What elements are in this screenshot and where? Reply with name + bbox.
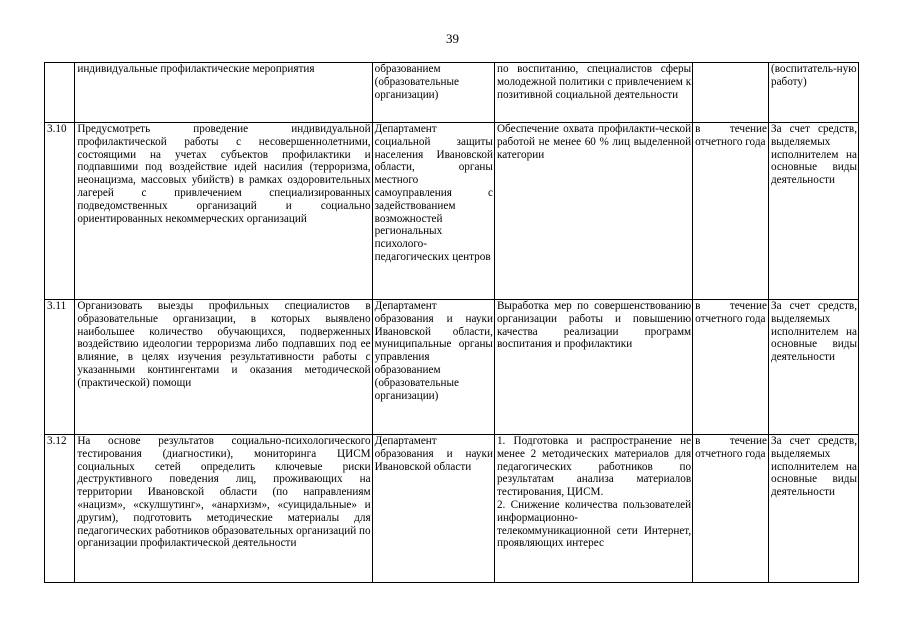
- measures-table: [44, 62, 859, 583]
- action-cell: Организовать выезды профильных специалистов в образовательные организации, в которых выявлено наибольшее количество обучающихся, подверженных воздействию идеологии терроризма либо подпавших под ее влияние, в целях изучения результативности работы с указанными контингентами и оказания методической (практической) помощи: [75, 300, 372, 435]
- action-cell: индивидуальные профилактические мероприятия: [75, 63, 372, 123]
- funding-cell: За счет средств, выделяемых исполнителем на основные виды деятельности: [768, 123, 858, 300]
- action-cell: На основе результатов социально-психологического тестирования (диагностики), мониторинга ЦИСМ социальных сетей определить ключевые риски деструктивного поведения лиц, проживающих на территории Ивановской области (по направлениям «нацизм», «скулшутинг», «анархизм», «суицидальные» и другим), подготовить методические материалы для педагогических работников образовательных организаций по организации профилактической деятельности: [75, 435, 372, 583]
- result-cell: 1. Подготовка и распространение не менее 2 методических материалов для педагогических работников по результатам анализа материалов тестирования, ЦИСМ. 2. Снижение количества пользователей информационно-телекоммуникационной сети Интернет, проявляющих интерес: [494, 435, 692, 583]
- result-cell: по воспитанию, специалистов сферы молодежной политики с привлечением к позитивной социальной деятельности: [494, 63, 692, 123]
- row-number: 3.10: [45, 123, 75, 300]
- executor-cell: Департамент образования и науки Ивановской области, муниципальные органы управления образованием (образовательные организации): [372, 300, 494, 435]
- term-cell: в течение отчетного года: [693, 435, 769, 583]
- term-cell: в течение отчетного года: [693, 300, 769, 435]
- table-row: [45, 123, 859, 300]
- funding-cell: За счет средств, выделяемых исполнителем на основные виды деятельности: [768, 435, 858, 583]
- row-number: [45, 63, 75, 123]
- result-cell: Выработка мер по совершенствованию организации работы и повышению качества реализации программ воспитания и профилактики: [494, 300, 692, 435]
- row-number: 3.11: [45, 300, 75, 435]
- table-row: [45, 63, 859, 123]
- action-cell: Предусмотреть проведение индивидуальной профилактической работы с несовершеннолетними, состоящими на учетах субъектов профилактики и подпавшими под воздействие идей насилия (терроризма, неонацизма, массовых убийств) в рамках оздоровительных лагерей с привлечением специализированных подведомственных организаций и социально ориентированных некоммерческих организаций: [75, 123, 372, 300]
- page-number: 39: [446, 31, 459, 46]
- term-cell: в течение отчетного года: [693, 123, 769, 300]
- table-row: [45, 300, 859, 435]
- executor-cell: Департамент социальной защиты населения Ивановской области, органы местного самоуправления с задействованием возможностей региональных психолого-педагогических центров: [372, 123, 494, 300]
- table-row: [45, 435, 859, 583]
- term-cell: [693, 63, 769, 123]
- executor-cell: Департамент образования и науки Ивановской области: [372, 435, 494, 583]
- executor-cell: образованием (образовательные организации): [372, 63, 494, 123]
- funding-cell: За счет средств, выделяемых исполнителем на основные виды деятельности: [768, 300, 858, 435]
- result-cell: Обеспечение охвата профилакти-ческой работой не менее 60 % лиц выделенной категории: [494, 123, 692, 300]
- funding-cell: (воспитатель-ную работу): [768, 63, 858, 123]
- row-number: 3.12: [45, 435, 75, 583]
